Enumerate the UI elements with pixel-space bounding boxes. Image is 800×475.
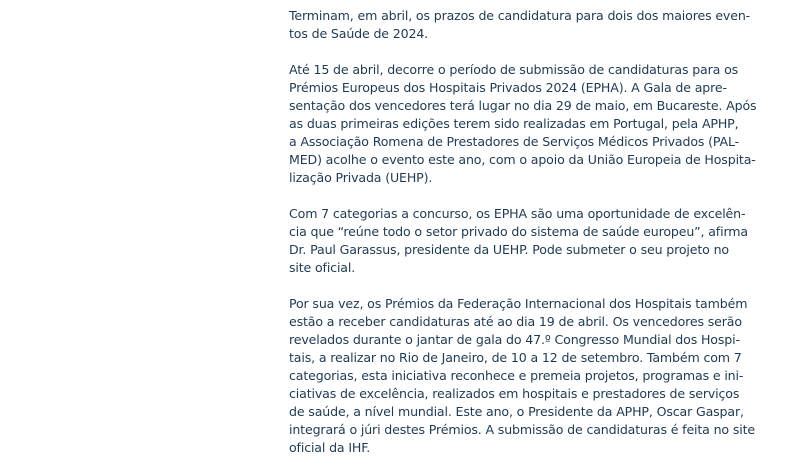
text-line: Por sua vez, os Prémios da Federação Internacional dos Hospitais também xyxy=(289,296,748,311)
text-line: Prémios Europeus dos Hospitais Privados 2024 (EPHA). A Gala de apre- xyxy=(289,80,727,95)
paragraph-intro xyxy=(289,7,749,43)
text-line: as duas primeiras edições terem sido realizadas em Portugal, pela APHP, xyxy=(289,116,739,131)
text-line: Dr. Paul Garassus, presidente da UEHP. Pode submeter o seu projeto no xyxy=(289,242,729,257)
text-line: a Associação Romena de Prestadores de Serviços Médicos Privados (PAL- xyxy=(289,134,740,149)
paragraph-categories xyxy=(289,205,749,277)
text-line: tais, a realizar no Rio de Janeiro, de 10 a 12 de setembro. Também com 7 xyxy=(289,350,742,365)
text-line: MED) acolhe o evento este ano, com o apoio da União Europeia de Hospita- xyxy=(289,152,756,167)
text-line: categorias, esta iniciativa reconhece e premeia projetos, programas e ini- xyxy=(289,368,744,383)
text-line: estão a receber candidaturas até ao dia 19 de abril. Os vencedores serão xyxy=(289,314,742,329)
text-line: tos de Saúde de 2024. xyxy=(289,26,429,41)
text-line: site oficial. xyxy=(289,260,356,275)
text-line: de saúde, a nível mundial. Este ano, o Presidente da APHP, Oscar Gaspar, xyxy=(289,404,744,419)
text-line: ciativas de excelência, realizados em hospitais e prestadores de serviços xyxy=(289,386,740,401)
text-line: Até 15 de abril, decorre o período de submissão de candidaturas para os xyxy=(289,62,739,77)
text-line: oficial da IHF. xyxy=(289,440,371,455)
text-line: Com 7 categorias a concurso, os EPHA são uma oportunidade de excelên- xyxy=(289,206,746,221)
text-line: lização Privada (UEHP). xyxy=(289,170,433,185)
text-line: cia que “reúne todo o setor privado do sistema de saúde europeu”, afirma xyxy=(289,224,748,239)
article-body xyxy=(289,7,757,475)
text-line: revelados durante o jantar de gala do 47.º Congresso Mundial dos Hospi- xyxy=(289,332,740,347)
paragraph-ihf xyxy=(289,295,755,457)
text-line: integrará o júri destes Prémios. A submissão de candidaturas é feita no site xyxy=(289,422,755,437)
paragraph-epha xyxy=(289,61,757,187)
text-line: sentação dos vencedores terá lugar no dia 29 de maio, em Bucareste. Após xyxy=(289,98,757,113)
text-line: Terminam, em abril, os prazos de candidatura para dois dos maiores even- xyxy=(289,8,751,23)
